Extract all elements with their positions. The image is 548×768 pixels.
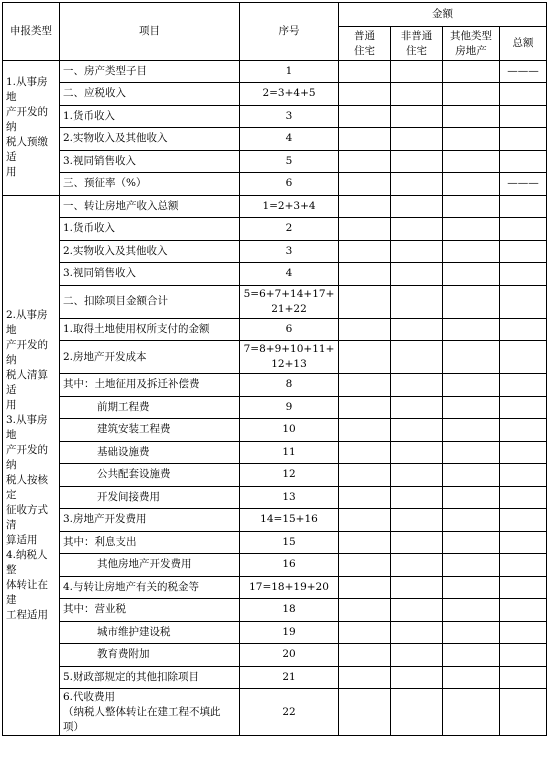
seq-cell: 1=2+3+4	[240, 195, 339, 218]
amount-input-cell[interactable]	[391, 195, 443, 218]
table-row	[3, 396, 547, 419]
item-cell: 建筑安装工程费	[60, 419, 240, 442]
item-cell: 3.视同销售收入	[60, 150, 240, 173]
item-cell: 三、预征率（%）	[60, 173, 240, 196]
amount-input-cell[interactable]	[339, 621, 391, 644]
table-row	[3, 285, 547, 318]
amount-input-cell[interactable]	[391, 374, 443, 397]
declare-type-cell: 1.从事房地 产开发的纳 税人预缴适 用	[3, 61, 60, 196]
total-cell[interactable]	[500, 374, 547, 397]
seq-cell: 11	[240, 441, 339, 464]
table-row	[3, 374, 547, 397]
item-cell: 3.房地产开发费用	[60, 509, 240, 532]
item-cell: 6.代收费用 （纳税人整体转让在建工程不填此 项）	[60, 689, 240, 736]
item-cell: 其中：土地征用及拆迁补偿费	[60, 374, 240, 397]
seq-cell: 9	[240, 396, 339, 419]
seq-cell: 22	[240, 689, 339, 736]
seq-cell: 6	[240, 318, 339, 341]
amount-input-cell[interactable]	[339, 173, 391, 196]
seq-cell: 20	[240, 644, 339, 667]
item-cell: 开发间接费用	[60, 486, 240, 509]
amount-input-cell[interactable]	[339, 486, 391, 509]
seq-cell: 17=18+19+20	[240, 576, 339, 599]
amount-input-cell[interactable]	[339, 83, 391, 106]
item-cell: 一、转让房地产收入总额	[60, 195, 240, 218]
total-cell[interactable]	[500, 689, 547, 736]
amount-input-cell[interactable]	[391, 341, 443, 374]
amount-input-cell[interactable]	[339, 341, 391, 374]
table-row	[3, 173, 547, 196]
amount-input-cell[interactable]	[443, 61, 500, 83]
seq-cell: 2	[240, 218, 339, 241]
amount-input-cell[interactable]	[391, 61, 443, 83]
seq-cell: 6	[240, 173, 339, 196]
header-amount-col: 其他类型 房地产	[443, 27, 500, 61]
amount-input-cell[interactable]	[339, 419, 391, 442]
amount-input-cell[interactable]	[443, 240, 500, 263]
table-row	[3, 318, 547, 341]
amount-input-cell[interactable]	[443, 83, 500, 106]
item-cell: 一、房产类型子目	[60, 61, 240, 83]
amount-input-cell[interactable]	[443, 666, 500, 689]
table-row	[3, 689, 547, 736]
table-row	[3, 509, 547, 532]
amount-input-cell[interactable]	[443, 509, 500, 532]
table-row	[3, 341, 547, 374]
amount-input-cell[interactable]	[443, 644, 500, 667]
amount-input-cell[interactable]	[339, 285, 391, 318]
seq-cell: 15	[240, 531, 339, 554]
amount-input-cell[interactable]	[443, 318, 500, 341]
table-row	[3, 486, 547, 509]
item-cell: 2.房地产开发成本	[60, 341, 240, 374]
amount-input-cell[interactable]	[391, 621, 443, 644]
table-row	[3, 105, 547, 128]
amount-input-cell[interactable]	[339, 554, 391, 577]
table-row	[3, 195, 547, 218]
total-cell[interactable]	[500, 486, 547, 509]
table-row	[3, 128, 547, 151]
total-cell[interactable]	[500, 263, 547, 286]
item-cell: 其中：利息支出	[60, 531, 240, 554]
header-declare-type: 申报类型	[3, 3, 60, 61]
table-row	[3, 419, 547, 442]
total-cell[interactable]	[500, 441, 547, 464]
item-cell: 5.财政部规定的其他扣除项目	[60, 666, 240, 689]
total-cell[interactable]	[500, 464, 547, 487]
amount-input-cell[interactable]	[391, 318, 443, 341]
total-cell[interactable]	[500, 341, 547, 374]
total-cell[interactable]	[500, 318, 547, 341]
table-row	[3, 83, 547, 106]
amount-input-cell[interactable]	[391, 464, 443, 487]
header-seq: 序号	[240, 3, 339, 61]
total-cell[interactable]	[500, 285, 547, 318]
total-cell[interactable]	[500, 150, 547, 173]
item-cell: 1.取得土地使用权所支付的金额	[60, 318, 240, 341]
total-cell: ———	[500, 173, 547, 196]
item-cell: 2.实物收入及其他收入	[60, 240, 240, 263]
amount-input-cell[interactable]	[391, 83, 443, 106]
seq-cell: 5=6+7+14+17+ 21+22	[240, 285, 339, 318]
item-cell: 3.视同销售收入	[60, 263, 240, 286]
amount-input-cell[interactable]	[339, 509, 391, 532]
table-row	[3, 61, 547, 83]
table-row	[3, 644, 547, 667]
amount-input-cell[interactable]	[339, 318, 391, 341]
amount-input-cell[interactable]	[391, 666, 443, 689]
item-cell: 2.实物收入及其他收入	[60, 128, 240, 151]
header-amount-col: 总额	[500, 27, 547, 61]
total-cell[interactable]	[500, 240, 547, 263]
amount-input-cell[interactable]	[391, 531, 443, 554]
seq-cell: 12	[240, 464, 339, 487]
header-amount-col: 非普通 住宅	[391, 27, 443, 61]
amount-input-cell[interactable]	[391, 240, 443, 263]
amount-input-cell[interactable]	[339, 666, 391, 689]
seq-cell: 21	[240, 666, 339, 689]
seq-cell: 5	[240, 150, 339, 173]
seq-cell: 4	[240, 263, 339, 286]
table-row	[3, 599, 547, 622]
seq-cell: 10	[240, 419, 339, 442]
amount-input-cell[interactable]	[339, 464, 391, 487]
item-cell: 教育费附加	[60, 644, 240, 667]
total-cell[interactable]	[500, 576, 547, 599]
amount-input-cell[interactable]	[391, 554, 443, 577]
amount-input-cell[interactable]	[339, 374, 391, 397]
table-row	[3, 576, 547, 599]
table-row	[3, 240, 547, 263]
amount-input-cell[interactable]	[443, 689, 500, 736]
amount-input-cell[interactable]	[443, 374, 500, 397]
declare-type-cell: 2.从事房地 产开发的纳 税人清算适 用 3.从事房地 产开发的纳 税人按核定 征收方式清 算适用 4.纳税人整 体转让在建 工程适用	[3, 195, 60, 736]
seq-cell: 1	[240, 61, 339, 83]
amount-input-cell[interactable]	[443, 486, 500, 509]
amount-input-cell[interactable]	[391, 509, 443, 532]
amount-input-cell[interactable]	[391, 128, 443, 151]
seq-cell: 16	[240, 554, 339, 577]
seq-cell: 13	[240, 486, 339, 509]
seq-cell: 3	[240, 240, 339, 263]
amount-input-cell[interactable]	[339, 61, 391, 83]
header-amount-col: 普通 住宅	[339, 27, 391, 61]
amount-input-cell[interactable]	[443, 599, 500, 622]
amount-input-cell[interactable]	[391, 599, 443, 622]
seq-cell: 19	[240, 621, 339, 644]
table-row	[3, 150, 547, 173]
item-cell: 前期工程费	[60, 396, 240, 419]
total-cell[interactable]	[500, 666, 547, 689]
seq-cell: 4	[240, 128, 339, 151]
seq-cell: 3	[240, 105, 339, 128]
amount-input-cell[interactable]	[443, 150, 500, 173]
item-cell: 1.货币收入	[60, 105, 240, 128]
item-cell: 其中：营业税	[60, 599, 240, 622]
item-cell: 其他房地产开发费用	[60, 554, 240, 577]
item-cell: 城市维护建设税	[60, 621, 240, 644]
seq-cell: 18	[240, 599, 339, 622]
header-item: 项目	[60, 3, 240, 61]
seq-cell: 2=3+4+5	[240, 83, 339, 106]
seq-cell: 7=8+9+10+11+ 12+13	[240, 341, 339, 374]
amount-input-cell[interactable]	[391, 419, 443, 442]
total-cell[interactable]	[500, 554, 547, 577]
amount-input-cell[interactable]	[443, 396, 500, 419]
amount-input-cell[interactable]	[391, 218, 443, 241]
amount-input-cell[interactable]	[339, 689, 391, 736]
table-row	[3, 531, 547, 554]
seq-cell: 8	[240, 374, 339, 397]
total-cell[interactable]	[500, 105, 547, 128]
item-cell: 二、应税收入	[60, 83, 240, 106]
total-cell[interactable]	[500, 644, 547, 667]
seq-cell: 14=15+16	[240, 509, 339, 532]
amount-input-cell[interactable]	[391, 644, 443, 667]
amount-input-cell[interactable]	[339, 128, 391, 151]
amount-input-cell[interactable]	[443, 263, 500, 286]
amount-input-cell[interactable]	[339, 599, 391, 622]
total-cell: ———	[500, 61, 547, 83]
total-cell[interactable]	[500, 195, 547, 218]
amount-input-cell[interactable]	[391, 689, 443, 736]
amount-input-cell[interactable]	[391, 396, 443, 419]
amount-input-cell[interactable]	[339, 105, 391, 128]
amount-input-cell[interactable]	[443, 195, 500, 218]
amount-input-cell[interactable]	[443, 554, 500, 577]
amount-input-cell[interactable]	[339, 644, 391, 667]
table-row	[3, 263, 547, 286]
amount-input-cell[interactable]	[339, 240, 391, 263]
amount-input-cell[interactable]	[339, 150, 391, 173]
total-cell[interactable]	[500, 599, 547, 622]
item-cell: 4.与转让房地产有关的税金等	[60, 576, 240, 599]
header-amount: 金额	[339, 3, 547, 27]
amount-input-cell[interactable]	[391, 441, 443, 464]
amount-input-cell[interactable]	[391, 263, 443, 286]
total-cell[interactable]	[500, 531, 547, 554]
amount-input-cell[interactable]	[443, 441, 500, 464]
amount-input-cell[interactable]	[339, 576, 391, 599]
amount-input-cell[interactable]	[443, 576, 500, 599]
amount-input-cell[interactable]	[443, 419, 500, 442]
amount-input-cell[interactable]	[391, 173, 443, 196]
amount-input-cell[interactable]	[339, 531, 391, 554]
total-cell[interactable]	[500, 218, 547, 241]
amount-input-cell[interactable]	[391, 150, 443, 173]
tax-declaration-table	[2, 2, 547, 736]
amount-input-cell[interactable]	[443, 621, 500, 644]
table-row	[3, 441, 547, 464]
amount-input-cell[interactable]	[443, 105, 500, 128]
header-row-top	[3, 3, 547, 27]
total-cell[interactable]	[500, 83, 547, 106]
amount-input-cell[interactable]	[339, 396, 391, 419]
amount-input-cell[interactable]	[339, 441, 391, 464]
amount-input-cell[interactable]	[443, 531, 500, 554]
amount-input-cell[interactable]	[443, 341, 500, 374]
amount-input-cell[interactable]	[443, 173, 500, 196]
amount-input-cell[interactable]	[391, 576, 443, 599]
total-cell[interactable]	[500, 396, 547, 419]
table-row	[3, 464, 547, 487]
total-cell[interactable]	[500, 509, 547, 532]
amount-input-cell[interactable]	[339, 263, 391, 286]
item-cell: 基础设施费	[60, 441, 240, 464]
table-row	[3, 218, 547, 241]
amount-input-cell[interactable]	[391, 285, 443, 318]
table-row	[3, 621, 547, 644]
item-cell: 公共配套设施费	[60, 464, 240, 487]
table-row	[3, 554, 547, 577]
amount-input-cell[interactable]	[443, 128, 500, 151]
amount-input-cell[interactable]	[443, 464, 500, 487]
amount-input-cell[interactable]	[443, 285, 500, 318]
item-cell: 二、扣除项目金额合计	[60, 285, 240, 318]
item-cell: 1.货币收入	[60, 218, 240, 241]
table-body	[3, 3, 547, 736]
amount-input-cell[interactable]	[443, 218, 500, 241]
total-cell[interactable]	[500, 128, 547, 151]
total-cell[interactable]	[500, 419, 547, 442]
total-cell[interactable]	[500, 621, 547, 644]
amount-input-cell[interactable]	[339, 218, 391, 241]
amount-input-cell[interactable]	[391, 486, 443, 509]
table-row	[3, 666, 547, 689]
amount-input-cell[interactable]	[391, 105, 443, 128]
amount-input-cell[interactable]	[339, 195, 391, 218]
